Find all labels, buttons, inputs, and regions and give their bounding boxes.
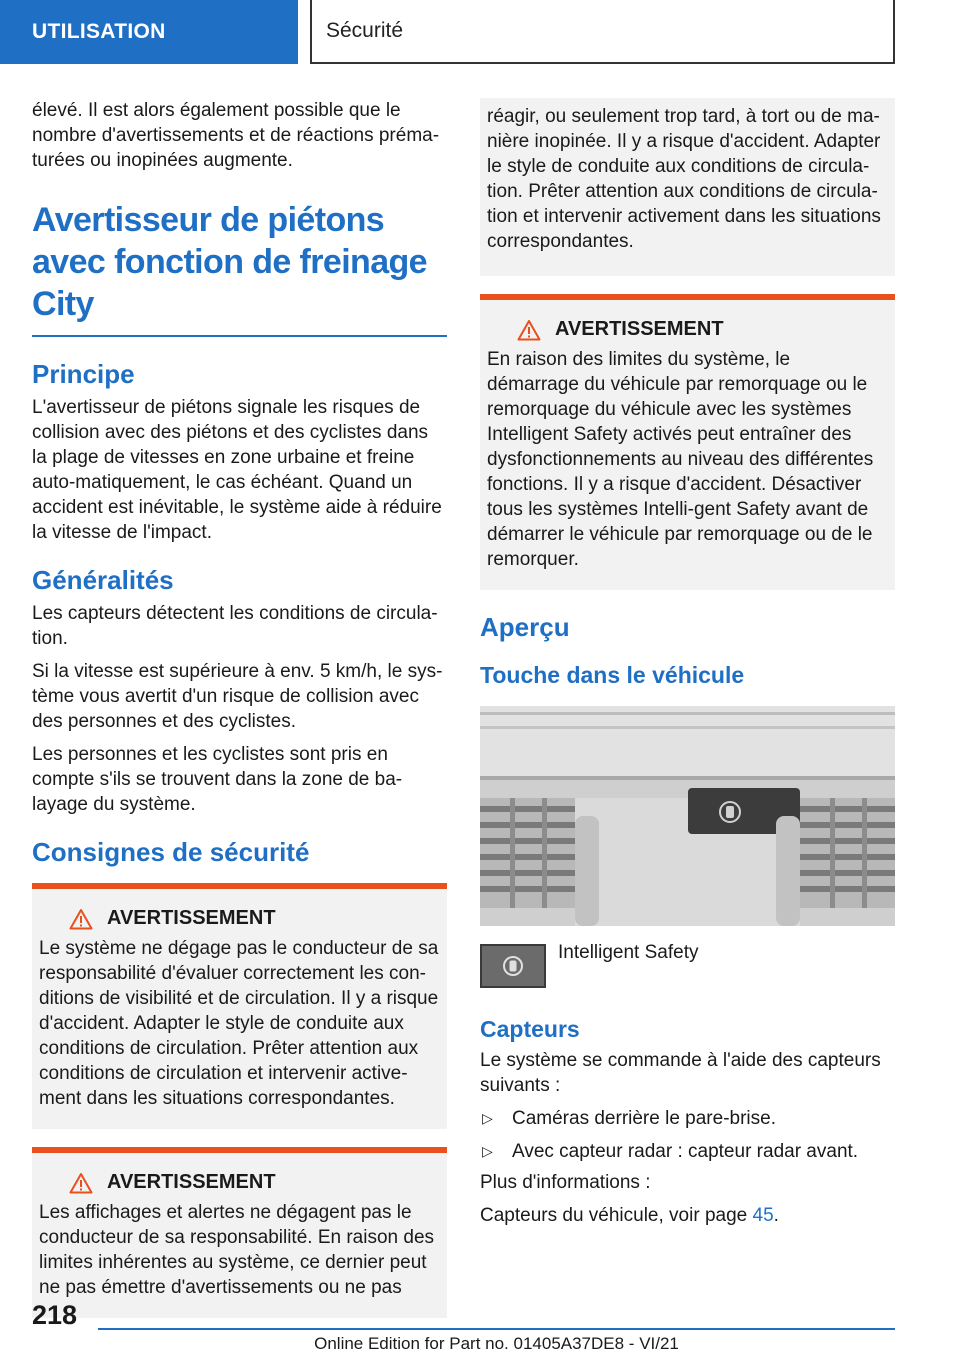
warning-label: AVERTISSEMENT — [555, 318, 724, 340]
warning-text: Les affichages et alertes ne dégagent pas le conducteur de sa responsabilité. En raison des limites inhérentes au système, ce dernier peut ne pas émettre d'avertissements ou ne pas — [39, 1202, 435, 1298]
warning-text: En raison des limites du système, le démarrage du véhicule par remorquage ou le remorquage du véhicule avec les systèmes Intelligent Safety activés peut entraîner des dysfonctionnements au niveau des différentes fonctions. Il y a risque d'accident. Désactiver tous les systèmes Intelli-gent Safety avant de démarrer le véhicule par remorquage ou de le remorquer. — [487, 349, 874, 570]
warning-label: AVERTISSEMENT — [107, 907, 276, 929]
warning-header — [69, 907, 439, 930]
warning-box — [32, 1147, 447, 1318]
touche-heading: Touche dans le véhicule — [480, 662, 745, 688]
generalites-p1: Les capteurs détectent les conditions de circula-tion. — [32, 603, 438, 649]
see-end: . — [773, 1205, 779, 1226]
bullet-triangle-icon: ▷ — [482, 1110, 493, 1126]
intro-paragraph: élevé. Il est alors également possible que le nombre d'avertissements et de réactions préma-turées ou inopinées augmente. — [32, 100, 440, 171]
intelligent-safety-button-icon — [480, 944, 546, 988]
warning-header — [69, 1171, 439, 1194]
warning-triangle-icon — [69, 1172, 93, 1194]
capteurs-text: Le système se commande à l'aide des capteurs suivants : — [480, 1050, 881, 1096]
footer-rule — [98, 1328, 895, 1330]
section-header — [310, 0, 895, 64]
warning-triangle-icon — [517, 319, 541, 341]
warning-label: AVERTISSEMENT — [107, 1171, 276, 1193]
list-item-text: Avec capteur radar : capteur radar avant. — [512, 1141, 859, 1162]
warning-box — [32, 883, 447, 1129]
vehicle-dashboard-image — [480, 706, 895, 926]
dashboard-illustration — [480, 706, 895, 926]
generalites-p2: Si la vitesse est supérieure à env. 5 km/h, le sys-tème vous avertit d'un risque de collision avec des personnes et des cyclistes. — [32, 661, 443, 732]
list-item-text: Caméras derrière le pare-brise. — [512, 1108, 776, 1129]
right-column — [480, 98, 895, 1236]
list-item — [480, 1139, 895, 1164]
principe-heading: Principe — [32, 359, 135, 389]
button-caption-row — [480, 944, 895, 988]
button-caption: Intelligent Safety — [558, 942, 699, 963]
left-column — [32, 98, 447, 1336]
footer-edition: Online Edition for Part no. 01405A37DE8 - VI/21 — [314, 1334, 679, 1353]
warning-text: Le système ne dégage pas le conducteur de sa responsabilité d'évaluer correctement les con-ditions de visibilité et de circulation. Il y a risque d'accident. Adapter le style de conduite aux conditions de circulation. Prêter attention aux conditions de circulation et intervenir active-ment dans les situations correspondantes. — [39, 938, 439, 1109]
warning-header — [517, 318, 887, 341]
generalites-p3: Les personnes et les cyclistes sont pris en compte s'ils se trouvent dans la zone de ba-layage du système. — [32, 744, 403, 815]
apercu-heading: Aperçu — [480, 612, 570, 642]
warning-box — [480, 294, 895, 590]
consignes-heading: Consignes de sécurité — [32, 837, 310, 867]
chapter-tab — [0, 0, 298, 64]
safety-symbol-icon — [501, 954, 525, 978]
capteurs-heading: Capteurs — [480, 1016, 580, 1042]
more-info-text: Plus d'informations : — [480, 1172, 651, 1193]
page-title: Avertisseur de piétons avec fonction de freinage City — [32, 201, 427, 323]
warning-triangle-icon — [69, 908, 93, 930]
title-rule — [32, 335, 447, 337]
principe-text: L'avertisseur de piétons signale les risques de collision avec des piétons et des cyclistes dans la plage de vitesses en zone urbaine et freine auto-matiquement, le cas échéant. Quand un accident est inévitable, le système aide à réduire la vitesse de l'impact. — [32, 397, 442, 543]
warning-text-continued: réagir, ou seulement trop tard, à tort ou de ma-nière inopinée. Il y a risque d'accident. Adapter le style de conduite aux conditions de circula-tion. Prêter attention aux conditions de circula-tion et intervenir activement dans les situations correspondantes. — [487, 106, 881, 252]
see-text: Capteurs du véhicule, voir page — [480, 1205, 753, 1226]
chapter-label: UTILISATION — [32, 20, 166, 43]
page-number: 218 — [32, 1300, 78, 1330]
page-link[interactable]: 45 — [752, 1205, 774, 1226]
list-item — [480, 1106, 895, 1131]
warning-box-continued — [480, 98, 895, 276]
see-page-reference — [480, 1203, 895, 1228]
generalites-heading: Généralités — [32, 565, 174, 595]
bullet-triangle-icon: ▷ — [482, 1143, 493, 1159]
section-label: Sécurité — [326, 19, 404, 42]
